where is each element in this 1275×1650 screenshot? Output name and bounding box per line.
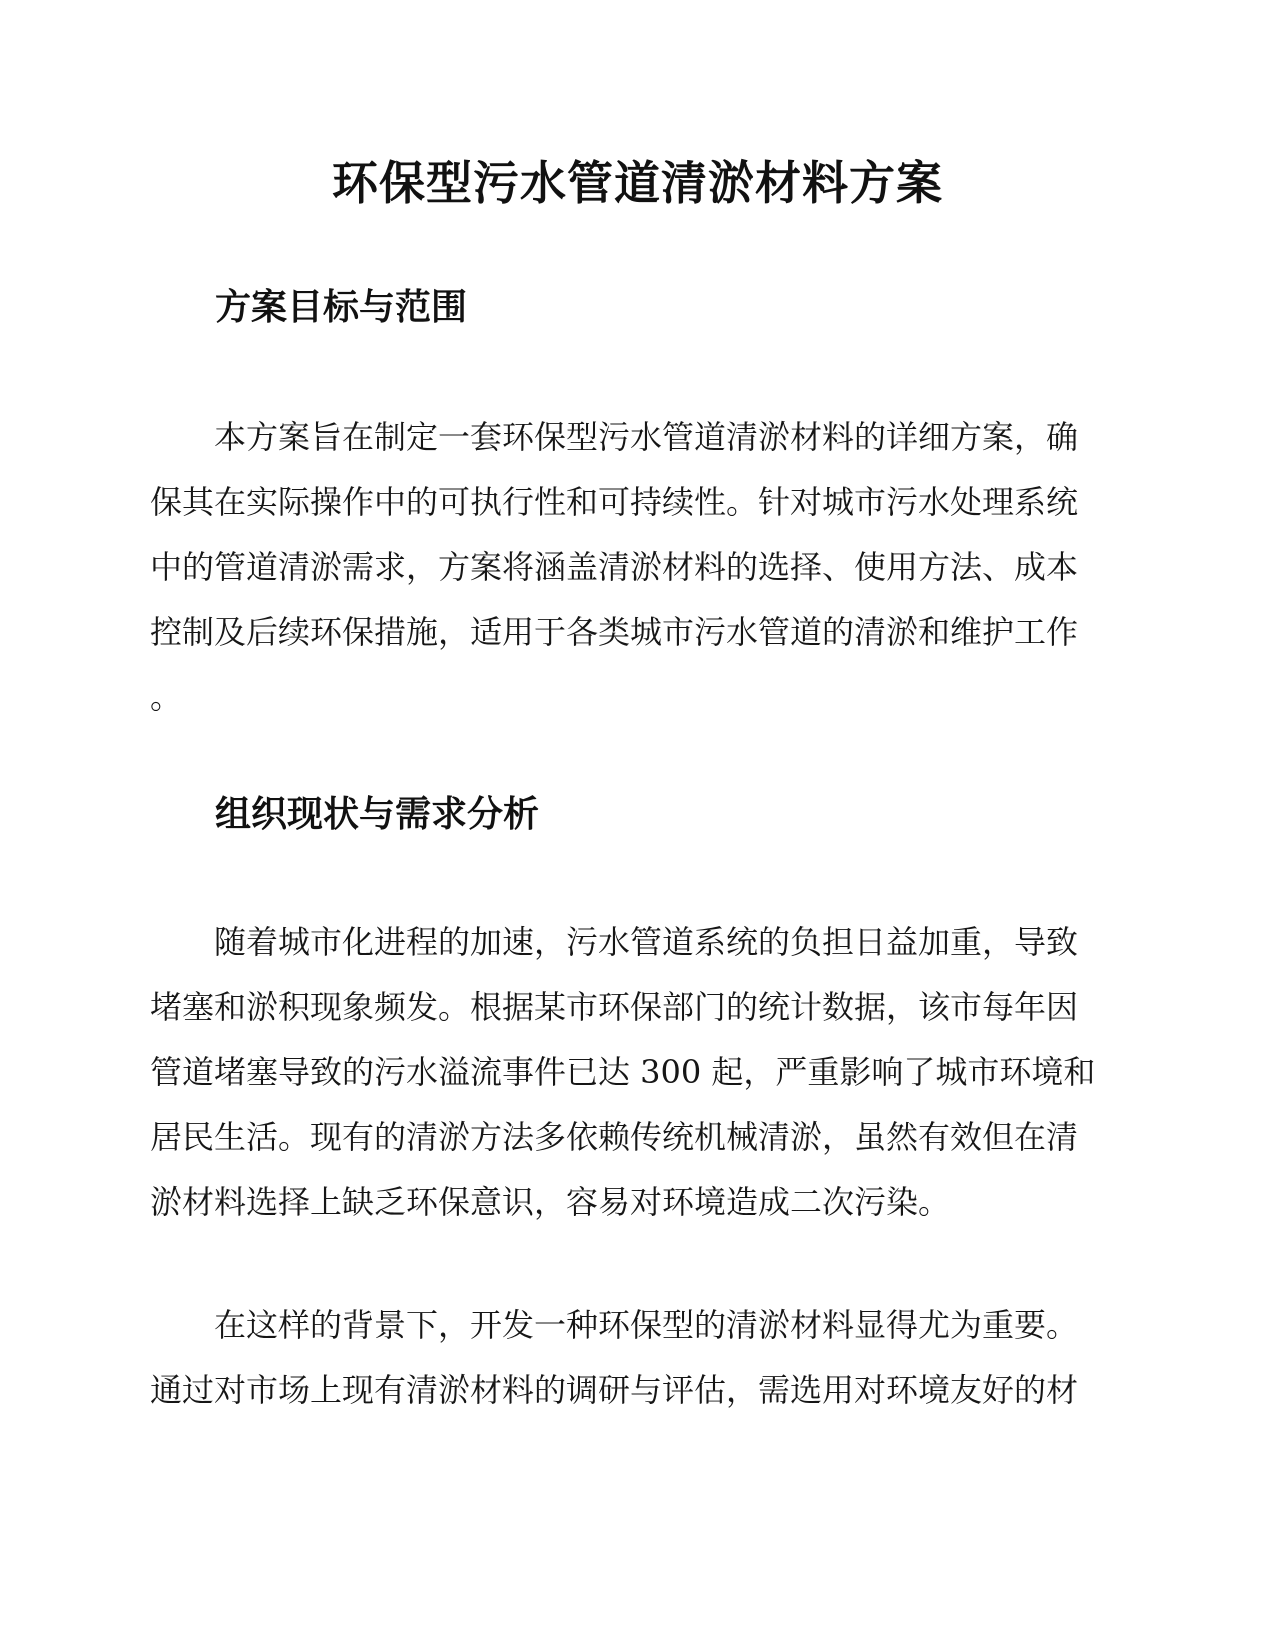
paragraph-line: 堵塞和淤积现象频发。根据某市环保部门的统计数据，该市每年因	[150, 988, 1079, 1026]
paragraph-goals	[150, 405, 1110, 730]
paragraph-line: 。	[150, 678, 183, 716]
paragraph-line: 淤材料选择上缺乏环保意识，容易对环境造成二次污染。	[150, 1183, 951, 1221]
paragraph-line: 在这样的背景下，开发一种环保型的清淤材料显得尤为重要。	[214, 1306, 1079, 1344]
paragraph-line: 控制及后续环保措施，适用于各类城市污水管道的清淤和维护工作	[150, 613, 1079, 651]
document-title: 环保型污水管道清淤材料方案	[332, 156, 943, 210]
section-heading-goals: 方案目标与范围	[215, 287, 468, 328]
paragraph-line: 居民生活。现有的清淤方法多依赖传统机械清淤，虽然有效但在清	[150, 1118, 1079, 1156]
paragraph-line: 中的管道清淤需求，方案将涵盖清淤材料的选择、使用方法、成本	[150, 548, 1079, 586]
paragraph-line: 管道堵塞导致的污水溢流事件已达 300 起，严重影响了城市环境和	[150, 1053, 1096, 1091]
paragraph-analysis-2	[150, 1293, 1110, 1423]
paragraph-line: 本方案旨在制定一套环保型污水管道清淤材料的详细方案，确	[214, 418, 1079, 456]
paragraph-line: 随着城市化进程的加速，污水管道系统的负担日益加重，导致	[214, 923, 1079, 961]
paragraph-line: 通过对市场上现有清淤材料的调研与评估，需选用对环境友好的材	[150, 1371, 1079, 1409]
paragraph-analysis-1	[150, 910, 1110, 1235]
section-heading-analysis: 组织现状与需求分析	[215, 794, 540, 835]
paragraph-line: 保其在实际操作中的可执行性和可持续性。针对城市污水处理系统	[150, 483, 1079, 521]
